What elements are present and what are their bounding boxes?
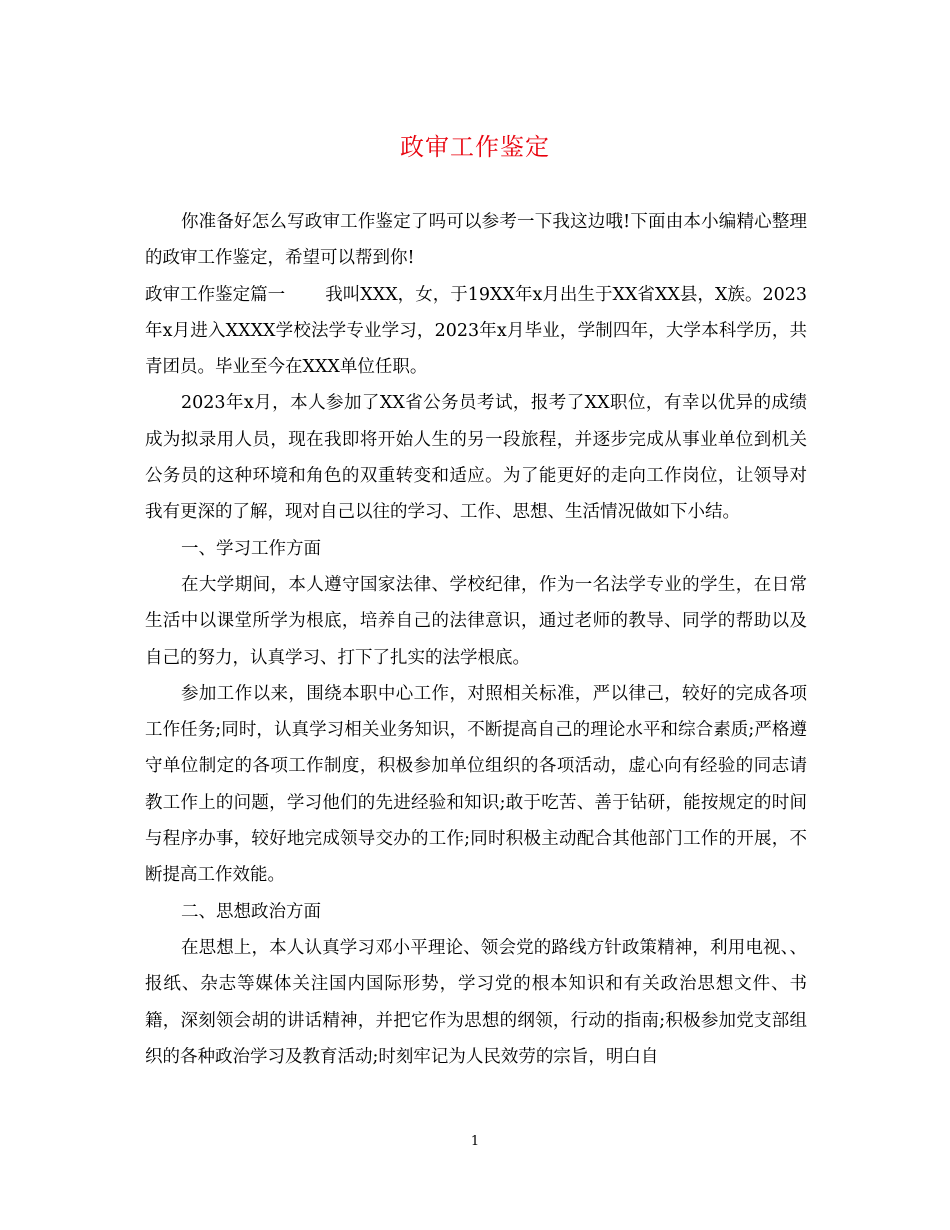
heading-politics: 二、思想政治方面 bbox=[181, 901, 321, 922]
section-label: 政审工作鉴定篇一 bbox=[145, 284, 286, 305]
paragraph-university: 在大学期间，本人遵守国家法律、学校纪律，作为一名法学专业的学生，在日常生活中以课堂所学为根底，培养自己的法律意识，通过老师的教导、同学的帮助以及自己的努力，认真学习、打下了扎实的法学根底。 bbox=[145, 574, 807, 668]
heading-study-work: 一、学习工作方面 bbox=[181, 538, 321, 559]
document-body bbox=[145, 204, 807, 1075]
document-title: 政审工作鉴定 bbox=[400, 133, 550, 161]
paragraph-exam: 2023年x月，本人参加了XX省公务员考试，报考了XX职位，有幸以优异的成绩成为拟录用人员，现在我即将开始人生的另一段旅程，并逐步完成从事业单位到机关公务员的这种环境和角色的双重转变和适应。为了能更好的走向工作岗位，让领导对我有更深的了解，现对自己以往的学习、工作、思想、生活情况做如下小结。 bbox=[145, 393, 807, 523]
page-number: 1 bbox=[470, 1134, 480, 1149]
section-paragraph bbox=[145, 277, 807, 386]
section-first-text: 我叫XXX，女，于19XX年x月出生于XX省XX县，X族。2023年x月进入XXXX学校法学专业学习，2023年x月毕业，学制四年，大学本科学历，共青团员。毕业至今在XXX单位任职。 bbox=[145, 284, 808, 378]
paragraph-work: 参加工作以来，围绕本职中心工作，对照相关标准，严以律己，较好的完成各项工作任务;同时，认真学习相关业务知识，不断提高自己的理论水平和综合素质;严格遵守单位制定的各项工作制度，积极参加单位组织的各项活动，虚心向有经验的同志请教工作上的问题，学习他们的先进经验和知识;敢于吃苦、善于钻研，能按规定的时间与程序办事，较好地完成领导交办的工作;同时积极主动配合其他部门工作的开展，不断提高工作效能。 bbox=[145, 683, 807, 886]
intro-paragraph: 你准备好怎么写政审工作鉴定了吗可以参考一下我这边哦!下面由本小编精心整理的政审工作鉴定，希望可以帮到你! bbox=[145, 212, 807, 269]
paragraph-thought: 在思想上，本人认真学习邓小平理论、领会党的路线方针政策精神，利用电视、、报纸、杂志等媒体关注国内国际形势，学习党的根本知识和有关政治思想文件、书籍，深刻领会胡的讲话精神，并把它作为思想的纲领，行动的指南;积极参加党支部组织的各种政治学习及教育活动;时刻牢记为人民效劳的宗旨，明白自 bbox=[145, 937, 807, 1067]
